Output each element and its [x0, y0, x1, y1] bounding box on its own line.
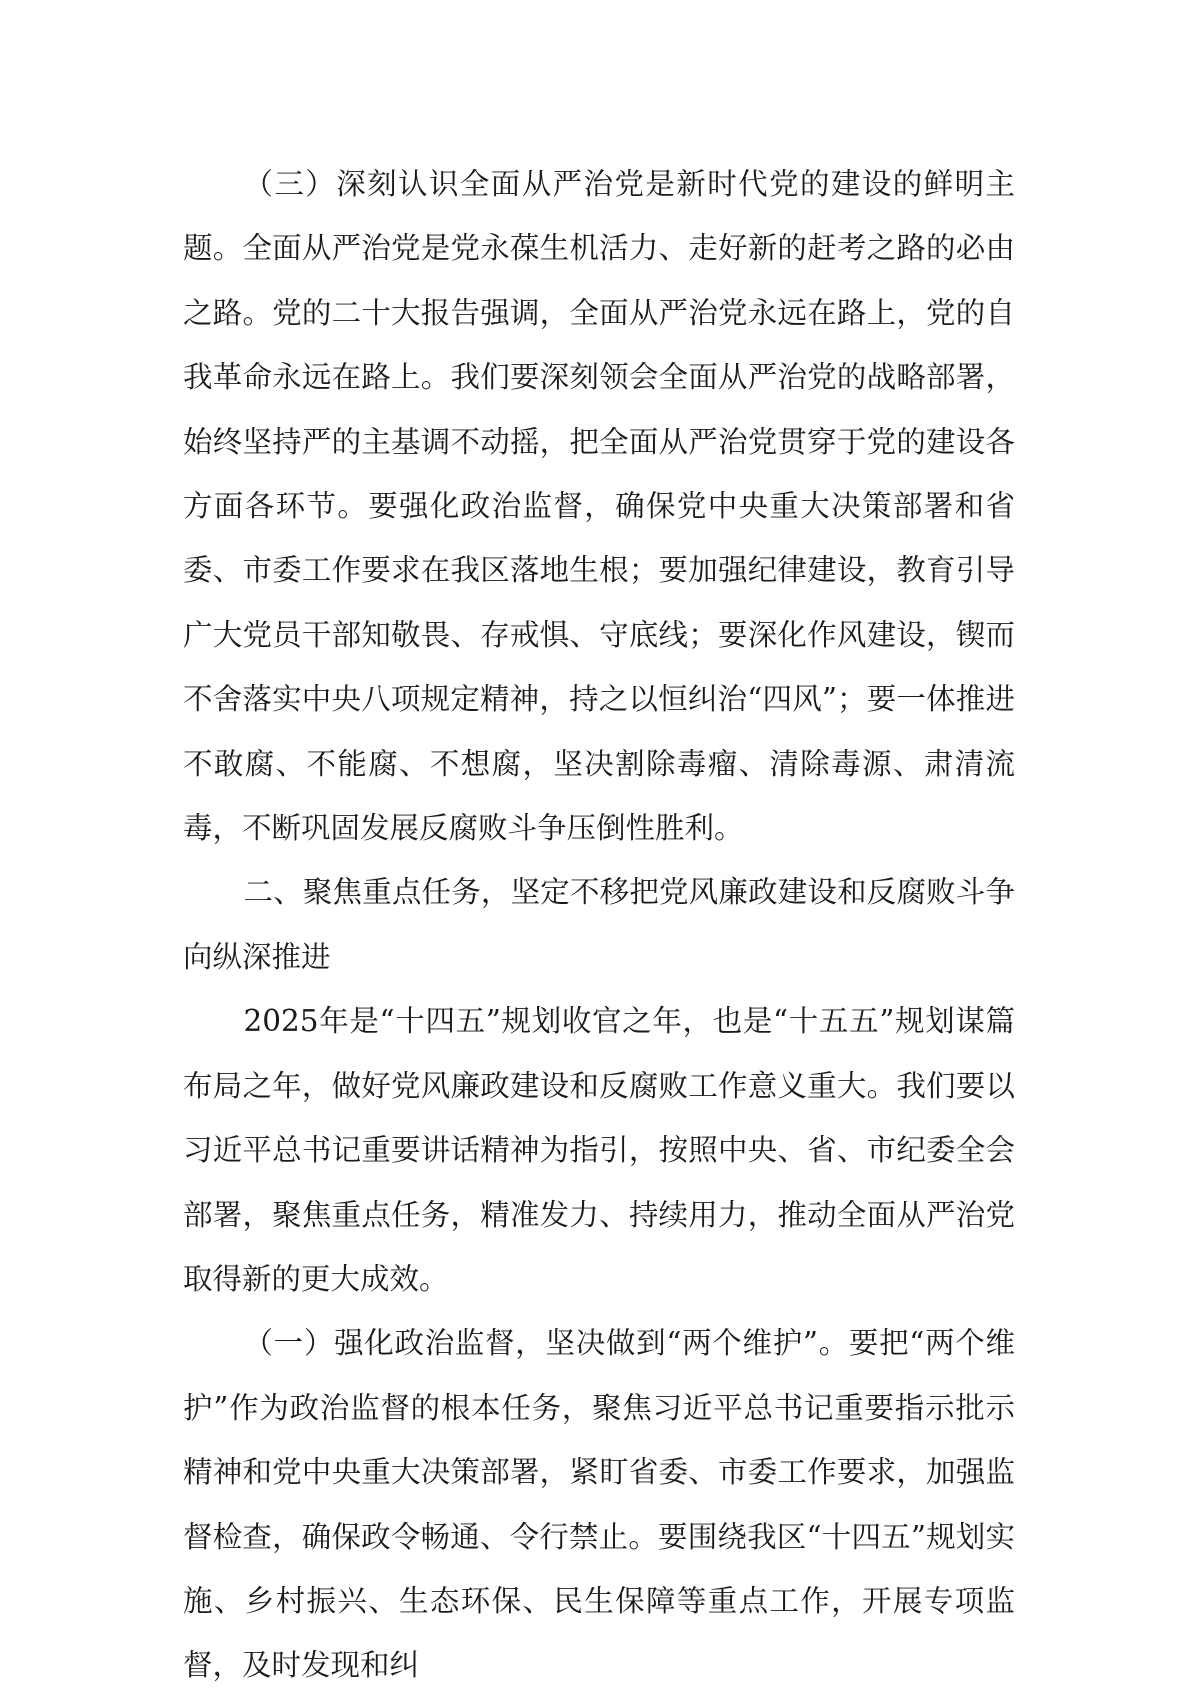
- paragraph-subsection-1-political-supervision: （一）强化政治监督，坚决做到“两个维护”。要把“两个维护”作为政治监督的根本任务，聚焦习近平总书记重要指示批示精神和党中央重大决策部署，紧盯省委、市委工作要求，加强监督检查，确保政令畅通、令行禁止。要围绕我区“十四五”规划实施、乡村振兴、生态环保、民生保障等重点工作，开展专项监督，及时发现和纠: [183, 1326, 1015, 1683]
- document-body: [183, 152, 1015, 1698]
- section-heading-2-key-tasks: 二、聚焦重点任务，坚定不移把党风廉政建设和反腐败斗争向纵深推进: [183, 875, 1015, 974]
- paragraph-2025-overview: 2025年是“十四五”规划收官之年，也是“十五五”规划谋篇布局之年，做好党风廉政建设和反腐败工作意义重大。我们要以习近平总书记重要讲话精神为指引，按照中央、省、市纪委全会部署，聚焦重点任务，精准发力、持续用力，推动全面从严治党取得新的更大成效。: [183, 1004, 1015, 1296]
- paragraph-section-3-party-governance: （三）深刻认识全面从严治党是新时代党的建设的鲜明主题。全面从严治党是党永葆生机活力、走好新的赶考之路的必由之路。党的二十大报告强调，全面从严治党永远在路上，党的自我革命永远在路上。我们要深刻领会全面从严治党的战略部署，始终坚持严的主基调不动摇，把全面从严治党贯穿于党的建设各方面各环节。要强化政治监督，确保党中央重大决策部署和省委、市委工作要求在我区落地生根；要加强纪律建设，教育引导广大党员干部知敬畏、存戒惧、守底线；要深化作风建设，锲而不舍落实中央八项规定精神，持之以恒纠治“四风”；要一体推进不敢腐、不能腐、不想腐，坚决割除毒瘤、清除毒源、肃清流毒，不断巩固发展反腐败斗争压倒性胜利。: [183, 167, 1015, 846]
